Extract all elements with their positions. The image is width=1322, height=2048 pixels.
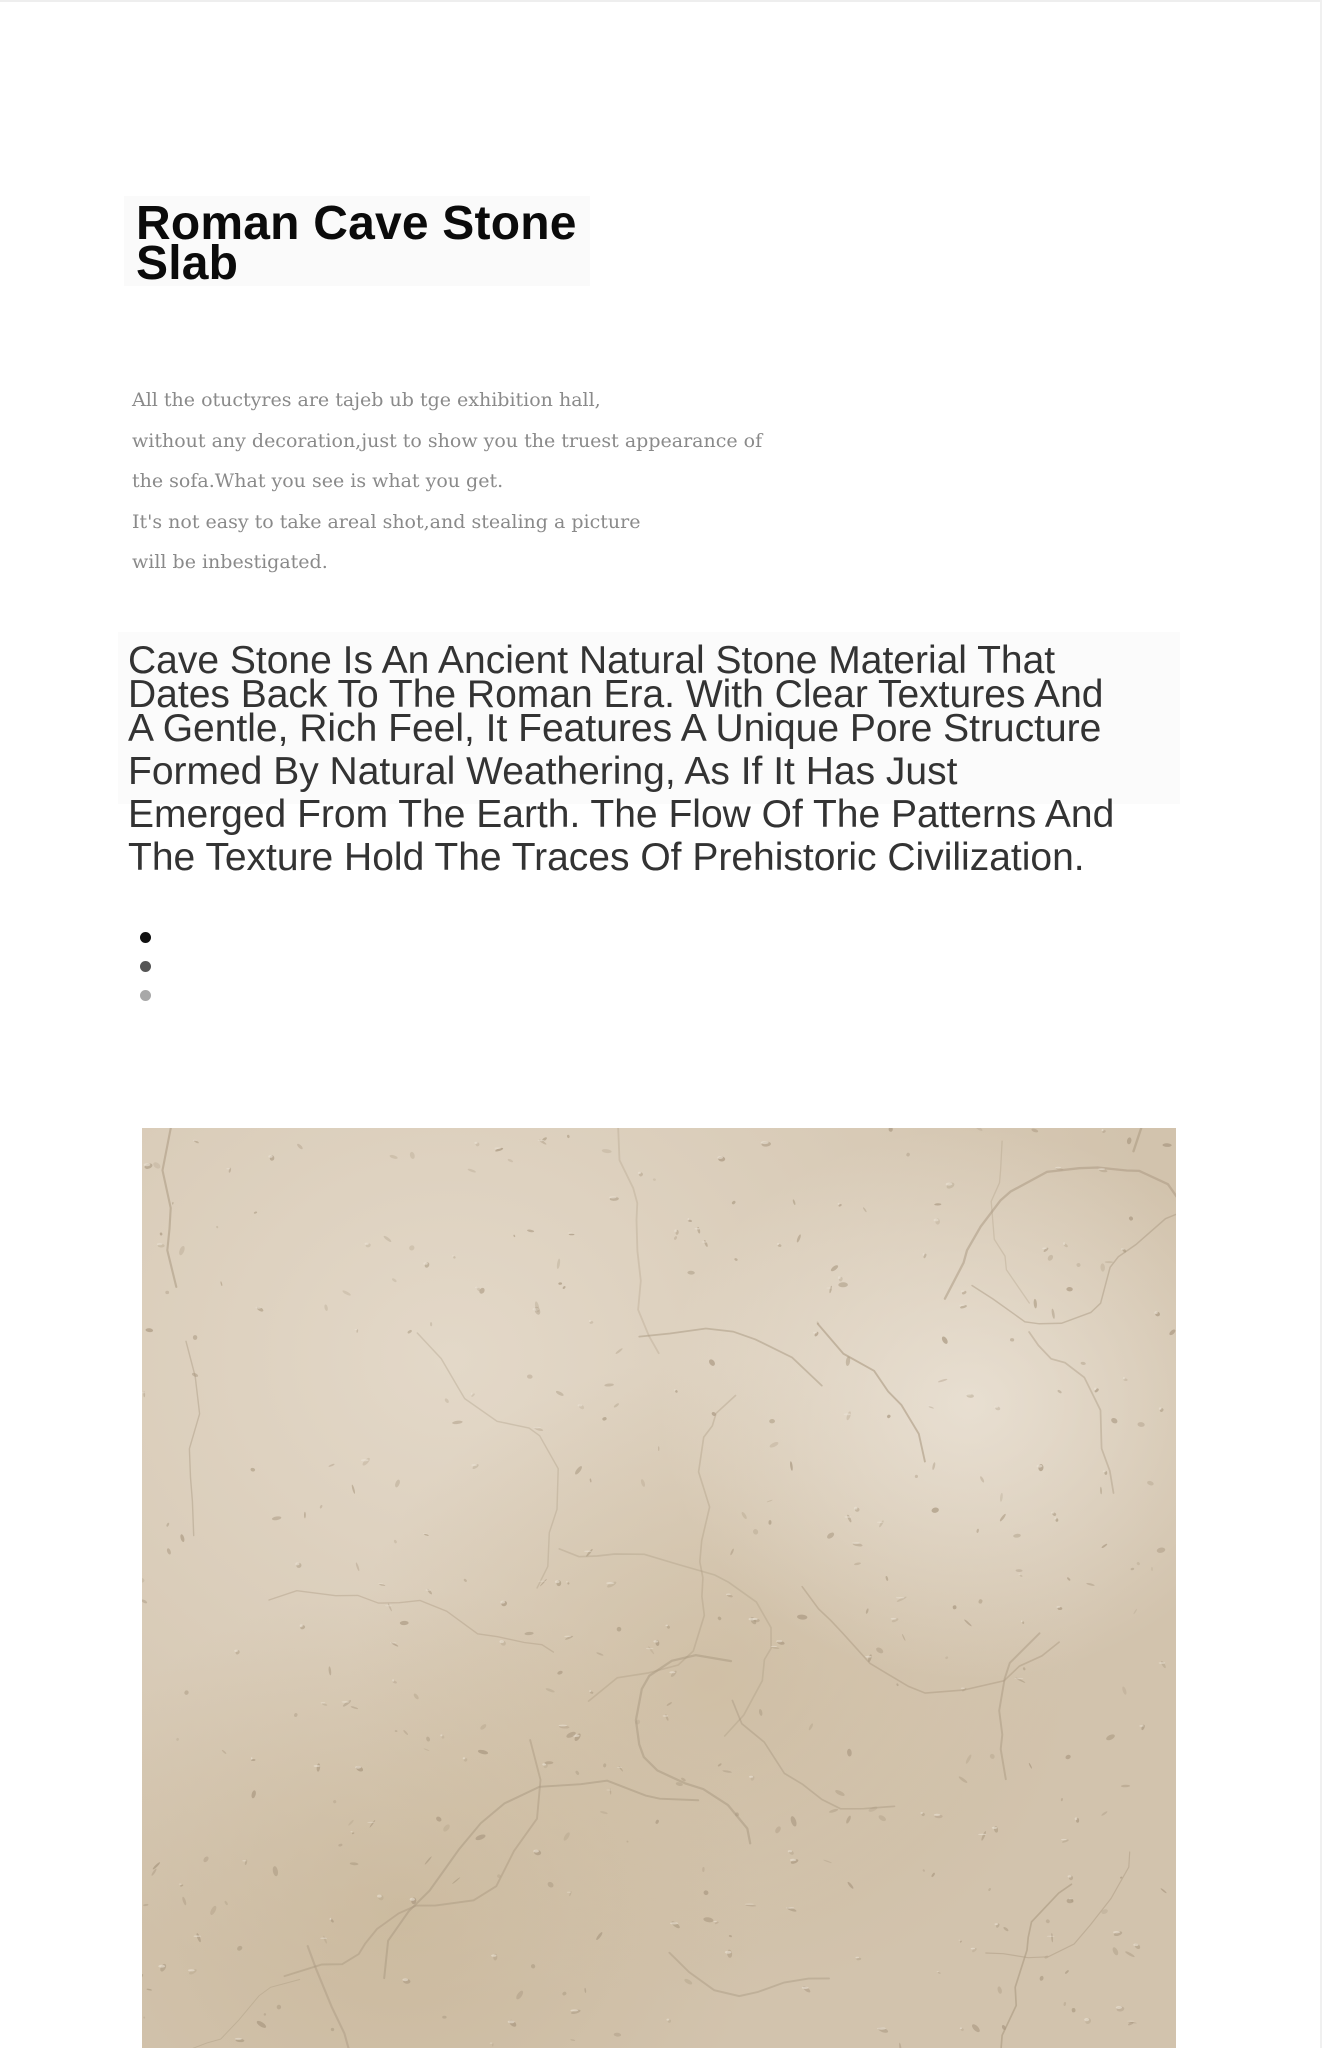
stone-pore-highlight	[978, 1834, 986, 1835]
stone-pore-highlight	[960, 2027, 962, 2029]
stone-pore-highlight	[256, 1307, 262, 1309]
stone-pore-highlight	[920, 1812, 923, 1814]
description-line: Formed By Natural Weathering, As If It Has Just	[128, 750, 958, 793]
stone-pore-highlight	[158, 1965, 165, 1968]
stone-pore-highlight	[1123, 1377, 1125, 1380]
page-title-line1: Roman Cave Stone	[136, 197, 577, 250]
stone-pore-highlight	[365, 1243, 369, 1245]
description-line: Dates Back To The Roman Era. With Clear Textures And	[128, 673, 1104, 716]
stone-pore-highlight	[934, 1219, 939, 1222]
stone-pore-highlight	[390, 1642, 397, 1643]
notice-line: All the otuctyres are tajeb ub tge exhibition hall,	[132, 389, 601, 411]
stone-pore-highlight	[157, 1243, 163, 1245]
stone-pore-highlight	[776, 1640, 782, 1642]
stone-pore-highlight	[330, 1918, 332, 1921]
stone-pore-highlight	[1018, 1574, 1020, 1575]
stone-pore-highlight	[1094, 1388, 1096, 1391]
top-divider	[0, 0, 1322, 2]
stone-pore-highlight	[193, 1140, 197, 1141]
stone-pore-highlight	[777, 1243, 779, 1245]
stone-pore-highlight	[500, 1601, 505, 1604]
stone-pore-highlight	[946, 1183, 953, 1186]
stone-pore-highlight	[745, 1904, 754, 1905]
stone-pore-highlight	[1021, 1620, 1023, 1622]
stone-pore-highlight	[891, 1618, 897, 1620]
stone-pore-highlight	[753, 1618, 758, 1620]
stone-pore-highlight	[726, 1594, 731, 1596]
stone-pore-highlight	[877, 1522, 883, 1523]
stone-pore-highlight	[1103, 1471, 1106, 1473]
stone-pore-highlight	[995, 1923, 999, 1925]
stone-pore-highlight	[855, 1957, 859, 1958]
stone-pore-highlight	[1068, 1875, 1072, 1877]
stone-pore-highlight	[838, 1276, 841, 1279]
bullet-dots	[140, 932, 160, 1012]
stone-pore-highlight	[923, 1253, 925, 1256]
stone-pore-highlight	[568, 1233, 573, 1234]
stone-pore-highlight	[674, 1389, 676, 1391]
stone-pore-highlight	[1057, 1606, 1061, 1608]
description-line: A Gentle, Rich Feel, It Features A Unique Pore Structure	[128, 707, 1102, 750]
stone-pore-highlight	[555, 1580, 560, 1583]
stone-pore-highlight	[559, 1725, 567, 1727]
stone-pore-highlight	[361, 1459, 369, 1461]
stone-pore-highlight	[499, 1640, 504, 1643]
stone-pore-highlight	[314, 1765, 321, 1767]
stone-pore-highlight	[646, 1648, 654, 1649]
stone-pore-highlight	[179, 1884, 182, 1885]
stone-pore-highlight	[877, 2027, 886, 2030]
stone-pore-highlight	[538, 1581, 546, 1582]
stone-pore-highlight	[564, 1636, 571, 1637]
page-title	[124, 196, 596, 290]
stone-pore-highlight	[714, 1921, 717, 1922]
stone-pore-highlight	[423, 1262, 428, 1265]
stone-pore-highlight	[367, 1822, 375, 1823]
stone-pore-highlight	[570, 2009, 578, 2011]
stone-pore-highlight	[1084, 2018, 1089, 2021]
stone-pore-highlight	[320, 1938, 327, 1939]
stone-pore-highlight	[852, 1542, 860, 1544]
product-description	[128, 639, 1188, 879]
stone-pore-highlight	[663, 1715, 669, 1716]
stone-pore-highlight	[251, 1757, 253, 1760]
stone-pore-highlight	[1063, 1242, 1065, 1245]
stone-pore-highlight	[1159, 1662, 1166, 1664]
stone-pore-highlight	[1061, 1839, 1067, 1840]
stone-pore-highlight	[193, 1935, 201, 1937]
stone-pore-highlight	[426, 1589, 431, 1590]
stone-pore-highlight	[538, 1140, 545, 1141]
stone-shade-lower	[142, 1128, 1176, 2048]
stone-pore-highlight	[695, 1228, 700, 1230]
stone-pore-highlight	[242, 1860, 246, 1861]
stone-texture-image	[142, 1128, 1176, 2048]
stone-pore-highlight	[674, 1229, 677, 1232]
stone-pore-highlight	[653, 1640, 658, 1642]
notice-line: It's not easy to take areal shot,and stealing a picture	[132, 510, 641, 533]
stone-pore-highlight	[1051, 1512, 1054, 1514]
stone-pore-highlight	[971, 1948, 975, 1950]
stone-pore-highlight	[665, 1625, 668, 1627]
stone-pore-highlight	[490, 2043, 493, 2044]
stone-pore-highlight	[1139, 1725, 1144, 1727]
stone-pore-highlight	[670, 1922, 678, 1924]
bullet-dot-2	[140, 961, 151, 972]
stone-pore-highlight	[342, 1701, 350, 1703]
stone-pore-highlight	[606, 1790, 611, 1791]
stone-pore-highlight	[813, 1332, 817, 1334]
stone-pore-highlight	[937, 1971, 939, 1972]
stone-pore-highlight	[896, 1597, 905, 1598]
stone-pore-highlight	[452, 1255, 454, 1256]
notice-line: the sofa.What you see is what you get.	[132, 470, 504, 492]
stone-pore-highlight	[268, 1155, 272, 1158]
stone-pore-highlight	[844, 1516, 851, 1518]
stone-pore-highlight	[584, 1551, 592, 1552]
stone-pore-highlight	[1054, 1517, 1056, 1519]
stone-pore-highlight	[688, 1218, 690, 1221]
stone-pore-highlight	[961, 1290, 965, 1292]
stone-pore-highlight	[533, 1427, 541, 1429]
stone-pore-highlight	[1055, 1167, 1061, 1169]
stone-pore-highlight	[826, 1287, 832, 1288]
stone-pore-highlight	[475, 1287, 479, 1289]
stone-pore-highlight	[802, 1987, 809, 1989]
stone-pore-highlight	[295, 1562, 299, 1565]
stone-pore-highlight	[749, 1776, 753, 1778]
stone-pore-highlight	[854, 1507, 857, 1510]
bullet-dot-1	[140, 932, 151, 943]
description-line: Cave Stone Is An Ancient Natural Stone Material That	[128, 639, 1056, 682]
stone-pore-highlight	[934, 1814, 941, 1816]
stone-pore-highlight	[638, 1172, 641, 1174]
stone-pore-highlight	[966, 1393, 972, 1395]
stone-pore-highlight	[1015, 1678, 1024, 1679]
stone-pore-highlight	[1116, 2006, 1122, 2009]
stone-pore-highlight	[1042, 1248, 1047, 1250]
stone-pore-highlight	[463, 1757, 466, 1759]
stone-pore-highlight	[1113, 1931, 1120, 1933]
title-block	[124, 196, 590, 290]
stone-pore-highlight	[494, 1147, 501, 1149]
stone-pore-highlight	[717, 1156, 723, 1159]
stone-pore-highlight	[1121, 1248, 1125, 1250]
stone-pore-highlight	[992, 1827, 997, 1829]
stone-pore-highlight	[1075, 1817, 1078, 1820]
stone-pore-highlight	[865, 1656, 871, 1658]
stone-pore-highlight	[1127, 2021, 1134, 2022]
stone-pore-highlight	[1069, 1898, 1073, 1899]
stone-pore-highlight	[1098, 1168, 1105, 1170]
stone-pore-highlight	[1154, 1311, 1157, 1314]
stone-pore-highlight	[423, 1533, 427, 1534]
stone-pore	[304, 1512, 306, 1519]
stone-pore-highlight	[1133, 1944, 1138, 1947]
stone-pore-highlight	[566, 1581, 568, 1582]
stone-pore-highlight	[188, 1969, 195, 1971]
stone-pore-highlight	[959, 1940, 961, 1941]
stone-pore-highlight	[491, 1954, 496, 1956]
stone-pore-highlight	[667, 2019, 670, 2021]
stone-texture-graphic	[142, 1128, 1176, 2048]
stone-pore-highlight	[609, 1196, 616, 1198]
stone-pore-highlight	[617, 1767, 622, 1768]
stone-pore-highlight	[378, 1583, 383, 1584]
stone-pore-highlight	[508, 2020, 515, 2023]
photo-notice	[132, 380, 792, 580]
stone-pore-highlight	[567, 1892, 571, 1893]
stone-pore	[193, 1335, 197, 1340]
stone-pore-highlight	[589, 1690, 591, 1692]
stone-pore-highlight	[1047, 1936, 1055, 1937]
stone-pore-highlight	[321, 1702, 326, 1703]
stone-pore-highlight	[844, 1413, 851, 1415]
stone-pore-highlight	[474, 1142, 477, 1144]
stone-pore-highlight	[351, 1831, 353, 1832]
stone-pore-highlight	[410, 1898, 415, 1901]
stone-pore-highlight	[235, 2038, 242, 2040]
stone-pore-highlight	[354, 1329, 357, 1330]
stone-pore-highlight	[961, 1688, 965, 1689]
stone-pore-highlight	[1102, 1129, 1104, 1131]
notice-line: without any decoration,just to show you the truest appearance of	[132, 429, 763, 452]
stone-pore-highlight	[226, 1168, 230, 1169]
stone-pore-highlight	[1037, 1465, 1043, 1468]
notice-line: will be inbestigated.	[132, 551, 328, 573]
stone-pore-highlight	[377, 1895, 382, 1898]
stone-pore-highlight	[385, 1605, 392, 1606]
stone-pore-highlight	[725, 1951, 732, 1954]
stone-pore-highlight	[838, 1203, 840, 1205]
stone-pore-highlight	[589, 1320, 591, 1322]
stone-pore-highlight	[533, 1850, 539, 1853]
bullet-dot-3	[140, 990, 151, 1001]
stone-pore-highlight	[761, 1141, 769, 1144]
page-title-line2: Slab	[136, 237, 239, 290]
stone-pore-highlight	[471, 1392, 473, 1395]
stone-pore-highlight	[1159, 1407, 1162, 1409]
stone-pore-highlight	[144, 1163, 151, 1166]
stone-pore-highlight	[440, 1734, 442, 1736]
stone-pore-highlight	[300, 1624, 303, 1627]
stone-pore-highlight	[471, 1464, 477, 1466]
stone-pore-highlight	[234, 1650, 238, 1652]
stone-pore-highlight	[786, 1907, 794, 1909]
stone-pore-highlight	[959, 1305, 965, 1307]
stone-pore-highlight	[578, 1404, 583, 1406]
stone-pore-highlight	[606, 1582, 614, 1584]
stone-pore-highlight	[402, 1978, 408, 1981]
description-line: Emerged From The Earth. The Flow Of The Patterns And	[128, 793, 1115, 836]
stone-pore-highlight	[392, 1679, 394, 1682]
stone-pore-highlight	[771, 1646, 777, 1647]
stone-pore-highlight	[702, 1241, 708, 1242]
stone-pore-highlight	[928, 1406, 932, 1407]
description-line: The Texture Hold The Traces Of Prehistoric Civilization.	[128, 836, 1085, 879]
stone-pore-highlight	[355, 1766, 361, 1769]
stone-pore-highlight	[669, 1671, 675, 1673]
stone-pore-highlight	[788, 1850, 792, 1852]
stone-pore-highlight	[994, 1406, 998, 1408]
stone-pore-highlight	[790, 1859, 796, 1861]
